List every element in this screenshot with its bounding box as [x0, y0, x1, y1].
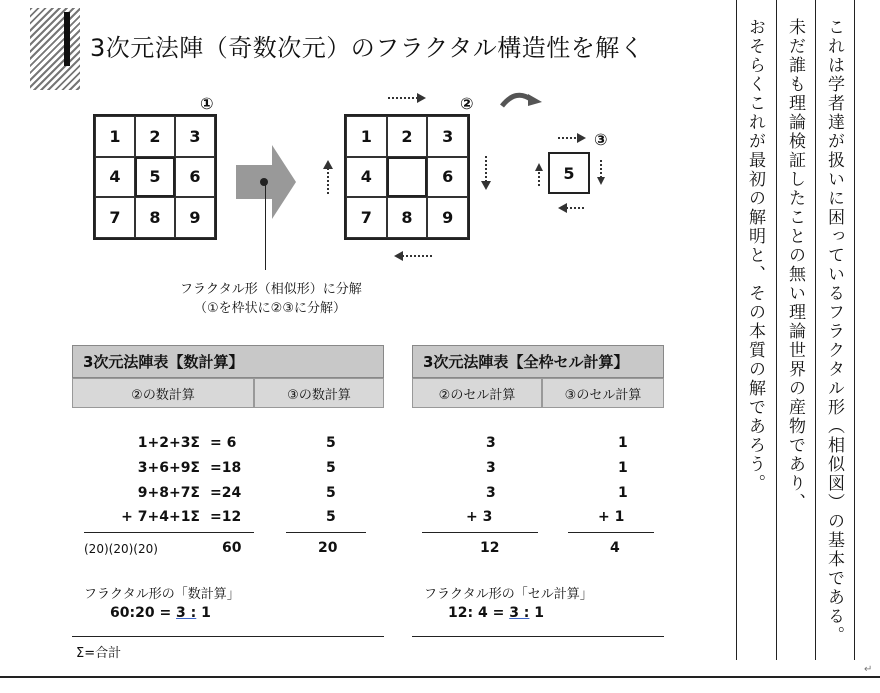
right-ratio-underlined: 3 : [509, 605, 530, 621]
left-row-expr: 9+8+7Σ [137, 485, 200, 501]
left-note: フラクタル形の「数計算」 [84, 587, 240, 602]
grid2-cell: 4 [346, 157, 387, 198]
grid1-cell: 8 [135, 197, 175, 238]
grid2-cell: 2 [387, 116, 428, 157]
small-arrow-right-icon [558, 132, 588, 144]
grid2-cell: 1 [346, 116, 387, 157]
grid2-cell: 7 [346, 197, 387, 238]
grid1-cell: 2 [135, 116, 175, 157]
grid-frame [344, 114, 470, 240]
footnote: Σ=合計 [76, 646, 122, 661]
marker-1: ① [200, 94, 214, 113]
left-row-result: =24 [210, 485, 242, 501]
arrow-right-icon [388, 92, 428, 104]
grid1-cell: 5 [135, 157, 175, 198]
left-total2: 20 [318, 540, 338, 556]
small-arrow-left-icon [556, 202, 586, 214]
right-sum-rule [568, 532, 654, 533]
grid1-cell: 3 [175, 116, 215, 157]
vertical-text-col1: これは学者達が扱いに困っているフラクタル形（相似図）の基本である。 [824, 18, 844, 645]
gray-arrow-icon [236, 145, 296, 219]
arrow-up-icon [322, 158, 334, 194]
arrow-down-icon [480, 156, 492, 192]
right-row-col2: 1 [618, 460, 628, 476]
left-total-label: (20)(20)(20) [84, 542, 158, 556]
left-table-col2-header: ③の数計算 [254, 378, 384, 408]
rotate-arrow-icon [498, 90, 544, 108]
right-sum-rule [422, 532, 538, 533]
grid3-cell: 5 [563, 163, 575, 183]
right-row-col2: + 1 [598, 509, 625, 525]
small-arrow-up-icon [534, 162, 544, 186]
right-row-col1: 3 [486, 485, 496, 501]
grid2-cell: 9 [427, 197, 468, 238]
right-ratio [448, 605, 544, 621]
grid1-cell: 4 [95, 157, 135, 198]
grid2-cell [387, 157, 428, 198]
left-sum-rule [286, 532, 366, 533]
column-divider [854, 0, 855, 660]
right-row-col1: + 3 [466, 509, 493, 525]
grid-center [548, 152, 590, 194]
right-row-col1: 3 [486, 460, 496, 476]
grid-full [93, 114, 217, 240]
left-row-col2: 5 [326, 435, 336, 451]
column-divider [776, 0, 777, 660]
column-divider [815, 0, 816, 660]
left-row-col2: 5 [326, 509, 336, 525]
right-total2: 4 [610, 540, 620, 556]
page-bottom-rule [0, 676, 880, 678]
caption-line2: （①を枠状に②③に分解） [194, 301, 346, 316]
right-total1: 12 [480, 540, 500, 556]
left-bottom-rule [72, 636, 384, 637]
right-ratio-rhs: 1 [534, 605, 545, 621]
grid2-cell: 8 [387, 197, 428, 238]
left-row-col2: 5 [326, 460, 336, 476]
marker-2: ② [460, 94, 474, 113]
left-ratio [110, 605, 211, 621]
left-row-result: =18 [210, 460, 242, 476]
left-ratio-rhs: 1 [201, 605, 211, 621]
left-row-result: =12 [210, 509, 242, 525]
right-table-col1-header: ②のセル計算 [412, 378, 542, 408]
right-table-header: 3次元法陣表【全枠セル計算】 [412, 345, 664, 378]
vertical-text-col2: 未だ誰も理論検証したことの無い理論世界の産物であり、 [785, 18, 805, 512]
grid2-cell: 6 [427, 157, 468, 198]
page-title: 3次元法陣（奇数次元）のフラクタル構造性を解く [90, 34, 645, 62]
left-row-expr: + 7+4+1Σ [121, 509, 200, 525]
return-mark: ↵ [864, 664, 873, 675]
right-ratio-lhs: 12: 4 = [448, 605, 505, 621]
left-sum-rule [84, 532, 254, 533]
left-row-result: = 6 [210, 435, 237, 451]
right-note: フラクタル形の「セル計算」 [424, 587, 593, 602]
small-arrow-down-icon [596, 160, 606, 186]
grid2-cell: 3 [427, 116, 468, 157]
grid1-cell: 7 [95, 197, 135, 238]
arrow-left-icon [392, 250, 432, 262]
grid1-cell: 1 [95, 116, 135, 157]
grid1-cell: 9 [175, 197, 215, 238]
left-table-header: 3次元法陣表【数計算】 [72, 345, 384, 378]
left-row-expr: 1+2+3Σ [137, 435, 200, 451]
left-row-col2: 5 [326, 485, 336, 501]
vertical-text-col3: おそらくこれが最初の解明と、その本質の解であろう。 [745, 18, 765, 493]
left-ratio-lhs: 60:20 = [110, 605, 172, 621]
marker-3: ③ [594, 130, 608, 149]
title-bar-decoration [64, 12, 70, 66]
right-row-col2: 1 [618, 435, 628, 451]
left-total1: 60 [222, 540, 242, 556]
grid1-cell: 6 [175, 157, 215, 198]
caption-line1: フラクタル形（相似形）に分解 [180, 282, 362, 297]
right-row-col2: 1 [618, 485, 628, 501]
right-row-col1: 3 [486, 435, 496, 451]
left-ratio-underlined: 3 : [176, 605, 197, 621]
right-bottom-rule [412, 636, 664, 637]
left-table-col1-header: ②の数計算 [72, 378, 254, 408]
title-hatch-decoration [30, 8, 80, 90]
right-table-col2-header: ③のセル計算 [542, 378, 664, 408]
callout-line [265, 182, 266, 270]
column-divider [736, 0, 737, 660]
left-row-expr: 3+6+9Σ [137, 460, 200, 476]
